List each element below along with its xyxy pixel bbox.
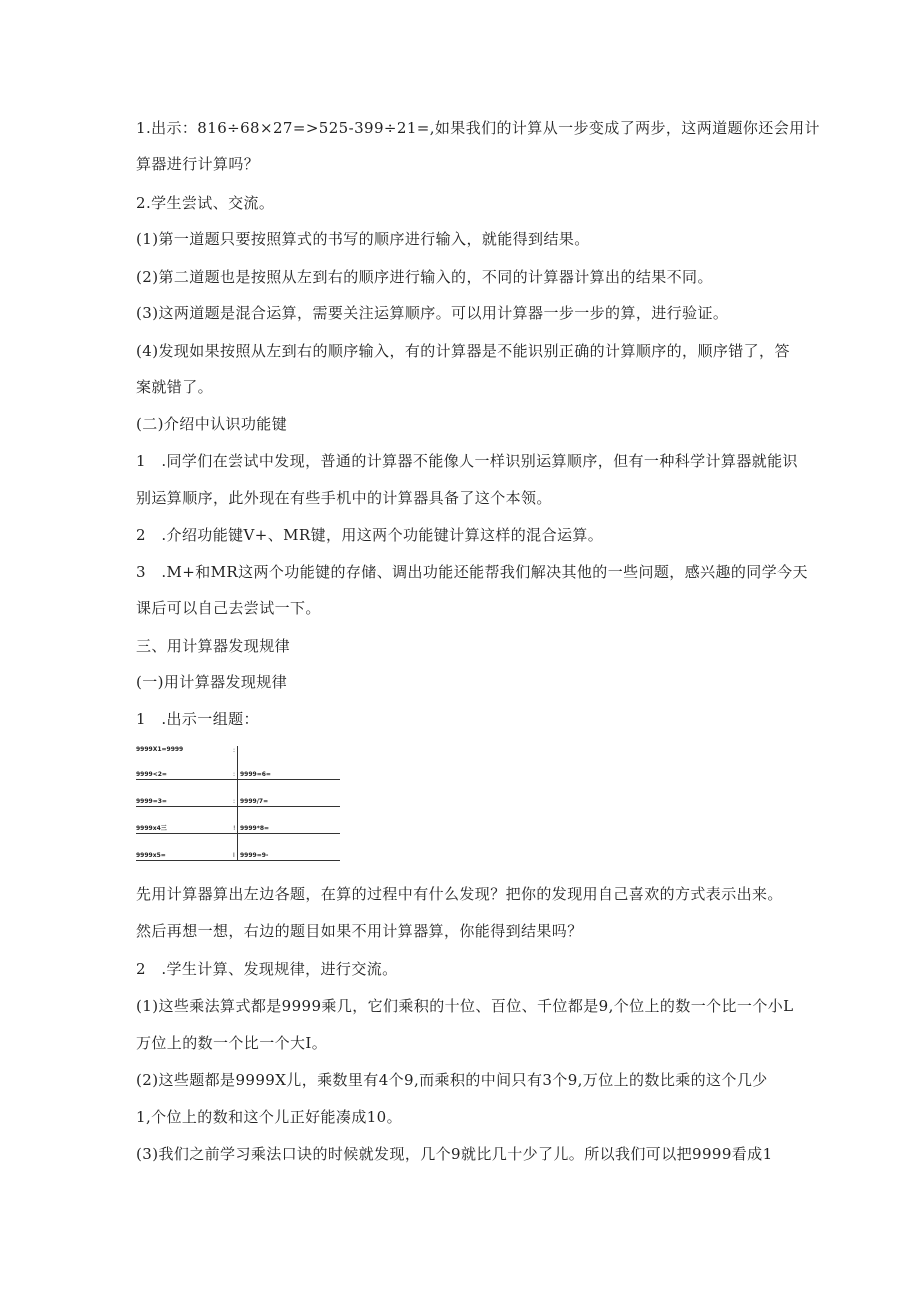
table-cell-right: 9999/7= [240, 798, 269, 805]
paragraph-line: 1,个位上的数和这个儿正好能凑成10。 [136, 1108, 402, 1126]
table-mark: : [233, 771, 236, 778]
table-cell-right: 9999*8= [240, 825, 270, 832]
table-rule [136, 779, 238, 780]
paragraph-line: (3)这两道题是混合运算，需要关注运算顺序。可以用计算器一步一步的算，进行验证。 [136, 304, 729, 322]
paragraph-line: (2)这些题都是9999X儿，乘数里有4个9,而乘积的中间只有3个9,万位上的数比乘的这个几少 [136, 1071, 768, 1089]
table-mark: I [233, 852, 235, 859]
paragraph-line: 1 .同学们在尝试中发现，普通的计算器不能像人一样识别运算顺序，但有一种科学计算器就能识 [136, 452, 798, 470]
paragraph-line: 1.出示：816÷68×27=>525-399÷21=,如果我们的计算从一步变成了两步，这两道题你还会用计 [136, 119, 820, 137]
paragraph-line: 然后再想一想，右边的题目如果不用计算器算，你能得到结果吗？ [136, 922, 583, 940]
paragraph-line: (1)这些乘法算式都是9999乘几，它们乘积的十位、百位、千位都是9,个位上的数一个比一个小L [136, 997, 794, 1015]
paragraph-line: 别运算顺序，此外现在有些手机中的计算器具备了这个本领。 [136, 489, 552, 507]
paragraph-line: 2.学生尝试、交流。 [136, 194, 275, 212]
section-heading: 三、用计算器发现规律 [136, 637, 291, 655]
table-cell-left: 9999x5= [136, 852, 166, 859]
paragraph-line: (2)第二道题也是按照从左到右的顺序进行输入的，不同的计算器计算出的结果不同。 [136, 268, 713, 286]
table-rule [136, 806, 340, 807]
paragraph-line: 1 .出示一组题： [136, 710, 259, 728]
table-mark: : [233, 747, 236, 754]
table-mark: ! [233, 825, 236, 832]
paragraph-line: (3)我们之前学习乘法口诀的时候就发现，几个9就比几十少了儿。所以我们可以把9999看成1 [136, 1145, 773, 1163]
table-rule [238, 779, 340, 780]
table-mark: : [233, 798, 236, 805]
table-cell-right: 9999=9- [240, 852, 269, 859]
section-heading: (一)用计算器发现规律 [136, 673, 288, 691]
paragraph-line: (4)发现如果按照从左到右的顺序输入，有的计算器是不能识别正确的计算顺序的，顺序错了，答 [136, 342, 790, 360]
table-cell-left: 9999X1=9999 [136, 746, 184, 753]
paragraph-line: 先用计算器算出左边各题，在算的过程中有什么发现？把你的发现用自己喜欢的方式表示出来。 [136, 885, 783, 903]
paragraph-line: 课后可以自己去尝试一下。 [136, 599, 321, 617]
paragraph-line: (1)第一道题只要按照算式的书写的顺序进行输入，就能得到结果。 [136, 230, 590, 248]
paragraph-line: 3 .M+和MR这两个功能键的存储、调出功能还能帮我们解决其他的一些问题，感兴趣的同学今天 [136, 563, 808, 581]
paragraph-line: 算器进行计算吗？ [136, 155, 260, 173]
paragraph-line: 万位上的数一个比一个大I。 [136, 1034, 328, 1052]
paragraph-line: 案就错了。 [136, 378, 214, 396]
table-divider [237, 746, 238, 860]
table-rule [136, 860, 340, 861]
paragraph-line: 2 .学生计算、发现规律，进行交流。 [136, 960, 398, 978]
section-heading: (二)介绍中认识功能键 [136, 415, 288, 433]
table-cell-left: 9999x4三 [136, 825, 167, 832]
table-cell-right: 9999=6= [240, 771, 271, 778]
table-rule [136, 833, 340, 834]
table-cell-left: 9999<2= [136, 771, 167, 778]
table-cell-left: 9999=3= [136, 798, 167, 805]
exercise-table [136, 742, 340, 862]
paragraph-line: 2 .介绍功能键V+、MR键，用这两个功能键计算这样的混合运算。 [136, 526, 604, 544]
